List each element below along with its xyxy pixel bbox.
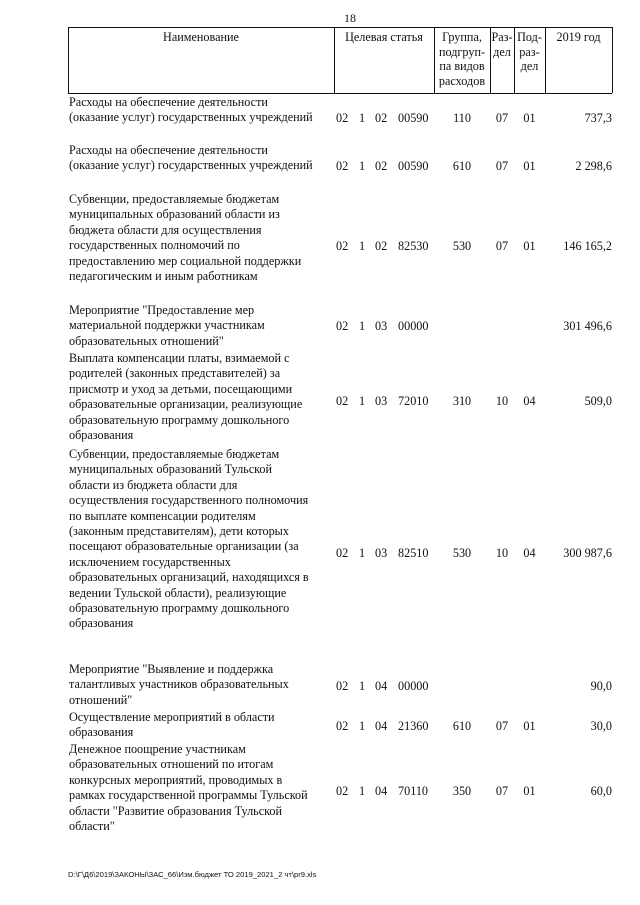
code-direction: 82510 <box>398 546 429 560</box>
code-subprogram: 1 <box>359 784 366 798</box>
code-subprogram: 1 <box>359 719 366 733</box>
code-subprogram: 1 <box>359 546 366 560</box>
code-subprogram: 1 <box>359 111 366 125</box>
subsection: 04 <box>523 394 536 408</box>
expense-group: 310 <box>452 394 472 408</box>
header-section: Раз-дел <box>491 30 513 59</box>
row-name: Денежное поощрение участникам образовательных отношений по итогам конкурсных мероприятий, проводимых в рамках государственной программы Тульской области "Развитие образования Тульской области" <box>69 742 308 834</box>
row-name: Субвенции, предоставляемые бюджетам муниципальных образований области из бюджета области для осуществления государственных полномочий по предоставлению мер социальной поддержки педагогическим и иным работникам <box>69 192 302 284</box>
amount: 737,3 <box>584 111 612 125</box>
code-program: 02 <box>336 784 349 798</box>
code-event: 03 <box>375 546 388 560</box>
amount: 509,0 <box>584 394 612 408</box>
code-event: 03 <box>375 394 388 408</box>
expense-group: 610 <box>452 159 472 173</box>
header-year: 2019 год <box>556 30 601 44</box>
code-program: 02 <box>336 159 349 173</box>
code-event: 02 <box>375 239 388 253</box>
code-subprogram: 1 <box>359 394 366 408</box>
subsection: 01 <box>523 239 536 253</box>
row-name: Расходы на обеспечение деятельности (оказание услуг) государственных учреждений <box>69 95 313 125</box>
amount: 146 165,2 <box>563 239 612 253</box>
code-subprogram: 1 <box>359 679 366 693</box>
code-direction: 00590 <box>398 159 429 173</box>
expense-group: 530 <box>452 239 472 253</box>
code-direction: 72010 <box>398 394 429 408</box>
section: 07 <box>495 111 509 125</box>
subsection: 01 <box>523 111 536 125</box>
code-program: 02 <box>336 546 349 560</box>
amount: 300 987,6 <box>563 546 612 560</box>
amount: 2 298,6 <box>575 159 612 173</box>
subsection: 01 <box>523 159 536 173</box>
row-name: Мероприятие "Выявление и поддержка талантливых участников образовательных отношений" <box>69 662 289 707</box>
file-path-footer: D:\Г\Д6\2019\ЗАКОНЫ\ЗАС_66\Изм.бюджет ТО 2019_2021_2 чт\pr9.xls <box>68 870 317 879</box>
code-subprogram: 1 <box>359 319 366 333</box>
code-subprogram: 1 <box>359 159 366 173</box>
header-target-article: Целевая статья <box>345 30 423 44</box>
code-program: 02 <box>336 319 349 333</box>
code-event: 04 <box>375 784 388 798</box>
row-name: Субвенции, предоставляемые бюджетам муниципальных образований Тульской области из бюджета области для осуществления государственного полномочия по выплате компенсации родителям (законным представителям), дети которых посещают образовательные организации (за исключением государственных образовательных организаций, находящихся в ведении Тульской области), реализующие образовательную программу дошкольного образования <box>69 447 309 631</box>
header-bottom-border <box>68 93 612 94</box>
section: 07 <box>495 719 509 733</box>
code-program: 02 <box>336 719 349 733</box>
code-direction: 00000 <box>398 679 429 693</box>
code-event: 04 <box>375 679 388 693</box>
code-direction: 82530 <box>398 239 429 253</box>
code-direction: 00590 <box>398 111 429 125</box>
header-divider <box>434 27 435 93</box>
code-event: 04 <box>375 719 388 733</box>
header-subsection: Под-раз-дел <box>517 30 542 74</box>
code-program: 02 <box>336 679 349 693</box>
section: 07 <box>495 159 509 173</box>
row-name: Расходы на обеспечение деятельности (оказание услуг) государственных учреждений <box>69 143 313 173</box>
expense-group: 530 <box>452 546 472 560</box>
row-name: Выплата компенсации платы, взимаемой с родителей (законных представителей) за присмотр и уход за детьми, посещающими образовательные организации, реализующие образовательную программу дошкольного образования <box>69 351 303 443</box>
expense-group: 110 <box>453 111 471 125</box>
code-program: 02 <box>336 111 349 125</box>
expense-group: 610 <box>452 719 472 733</box>
page-number: 18 <box>344 11 356 25</box>
section: 10 <box>495 394 509 408</box>
section: 07 <box>495 239 509 253</box>
code-program: 02 <box>336 394 349 408</box>
header-expense-group: Группа, подгруп-па видов расходов <box>438 30 486 88</box>
code-program: 02 <box>336 239 349 253</box>
expense-group: 350 <box>452 784 472 798</box>
section: 10 <box>495 546 509 560</box>
code-direction: 21360 <box>398 719 429 733</box>
subsection: 01 <box>523 719 536 733</box>
subsection: 04 <box>523 546 536 560</box>
code-direction: 00000 <box>398 319 429 333</box>
code-event: 02 <box>375 159 388 173</box>
code-direction: 70110 <box>398 784 429 798</box>
header-name: Наименование <box>163 30 239 44</box>
amount: 30,0 <box>590 719 612 733</box>
amount: 301 496,6 <box>563 319 612 333</box>
amount: 90,0 <box>590 679 612 693</box>
header-divider <box>612 27 613 93</box>
code-subprogram: 1 <box>359 239 366 253</box>
row-name: Мероприятие "Предоставление мер материальной поддержки участникам образовательных отношений" <box>69 303 265 348</box>
code-event: 02 <box>375 111 388 125</box>
header-top-border <box>68 27 612 28</box>
subsection: 01 <box>523 784 536 798</box>
section: 07 <box>495 784 509 798</box>
code-event: 03 <box>375 319 388 333</box>
row-name: Осуществление мероприятий в области образования <box>69 710 275 740</box>
amount: 60,0 <box>590 784 612 798</box>
